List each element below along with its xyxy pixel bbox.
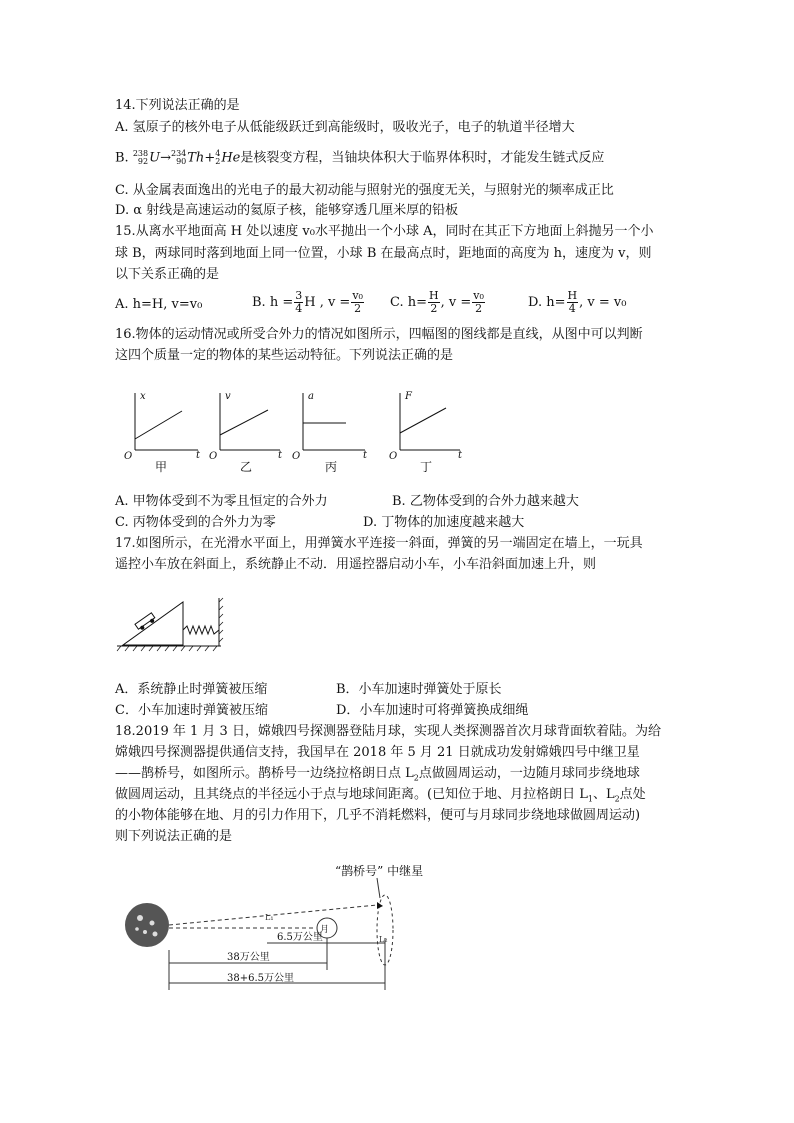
q17-option-d: D．小车加速时可将弹簧换成细绳 — [336, 703, 529, 718]
graph4-ylabel: F — [405, 391, 412, 402]
q16-line1: 16.物体的运动情况或所受合外力的情况如图所示，四幅图的图线都是直线，从图中可以判断 — [115, 327, 643, 342]
u-symbol: U — [149, 150, 161, 166]
q15-option-c: C. h= $\frac{H}{2}$ , v = $\frac{\text{v₀}}{2}$ — [390, 289, 484, 315]
l1-label: L₁ — [265, 913, 274, 922]
graph1-line — [135, 411, 182, 439]
th-nuclide-indices: 234 90 — [170, 149, 187, 166]
q15-option-a: A. h=H, v=v₀ — [115, 297, 203, 312]
l2-label: L₂ — [379, 935, 388, 944]
q16-line2: 这四个质量一定的物体的某些运动特征。下列说法正确的是 — [115, 348, 454, 363]
dist-6-5-label: 6.5万公里 — [277, 932, 323, 943]
q15-option-b: B. h = $\frac{3}{4}$ H , v = $\frac{\text{v₀}}{2}$ — [252, 289, 363, 315]
u-nuclide-indices: 238 92 — [132, 149, 149, 166]
q15-line2: 球 B，两球同时落到地面上同一位置，小球 B 在最高点时，距地面的高度为 h，速度为 v，则 — [115, 246, 652, 261]
q14-b-label: B. — [115, 150, 129, 166]
q18-line6: 则下列说法正确的是 — [115, 829, 233, 844]
q18-line3: ——鹊桥号，如图所示。鹊桥号一边绕拉格朗日点 $L_2$点做圆周运动，一边随月球同步绕地球 — [115, 766, 640, 783]
q15-line3: 以下关系正确的是 — [115, 267, 220, 282]
q18-line1: 18.2019 年 1 月 3 日，嫦娥四号探测器登陆月球，实现人类探测器首次月球背面软着陆。为给 — [115, 724, 661, 739]
graph4-name: 丁 — [420, 460, 433, 474]
relay-label: “鹊桥号” 中继星 — [335, 864, 424, 878]
q18-line5: 的小物体能够在地、月的引力作用下，几乎不消耗燃料，便可与月球同步绕地球做圆周运动) — [115, 808, 641, 823]
graph2-name: 乙 — [240, 460, 253, 474]
graph3-ylabel: a — [308, 391, 314, 402]
graph2-ylabel: v — [225, 391, 231, 402]
he-nuclide-indices: 4 2 — [215, 149, 221, 166]
q18-line2: 嫦娥四号探测器提供通信支持，我国早在 2018 年 5 月 21 日就成功发射嫦娥四号中继卫星 — [115, 745, 640, 760]
q18-relay-satellite-figure — [115, 850, 455, 1000]
graph4-xlabel: t — [458, 450, 463, 461]
graph1-name: 甲 — [155, 460, 168, 474]
q14-option-a: A. 氢原子的核外电子从低能级跃迁到高能级时，吸收光子，电子的轨道半径增大 — [115, 120, 575, 135]
q17-option-c: C．小车加速时弹簧被压缩 — [115, 703, 268, 718]
q17-option-a: A．系统静止时弹簧被压缩 — [115, 682, 268, 697]
graph3-origin: O — [292, 451, 301, 462]
moon-label: 月 — [320, 925, 330, 935]
graph4-line — [400, 408, 446, 433]
wall-hatch — [219, 598, 223, 642]
graph1-ylabel: x — [140, 391, 146, 402]
he-symbol: He — [221, 150, 241, 166]
q17-incline-spring-figure — [115, 590, 225, 655]
q16-option-d: D. 丁物体的加速度越来越大 — [363, 515, 525, 530]
graph3-xlabel: t — [363, 450, 368, 461]
q14-option-c: C. 从金属表面逸出的光电子的最大初动能与照射光的强度无关，与照射光的频率成正比 — [115, 183, 614, 198]
q16-option-b: B. 乙物体受到的合外力越来越大 — [392, 494, 579, 509]
q15-option-d: D. h= $\frac{H}{4}$ , v = v₀ — [528, 289, 627, 315]
q14-option-d: D. α 射线是高速运动的氦原子核，能够穿透几厘米厚的铅板 — [115, 203, 459, 218]
plus: + — [204, 150, 216, 166]
dist-38-label: 38万公里 — [227, 952, 270, 963]
earth — [125, 903, 169, 947]
q17-line2: 遥控小车放在斜面上，系统静止不动．用遥控器启动小车，小车沿斜面加速上升，则 — [115, 557, 597, 572]
graph2-line — [220, 410, 268, 435]
th-symbol: Th — [187, 150, 205, 166]
q16-option-a: A. 甲物体受到不为零且恒定的合外力 — [115, 494, 328, 509]
graph4-origin: O — [389, 451, 398, 462]
q17-option-b: B．小车加速时弹簧处于原长 — [336, 682, 502, 697]
relay-pointer — [377, 878, 380, 898]
q16-graphs-figure — [120, 385, 470, 475]
spring — [183, 626, 219, 634]
graph3-name: 丙 — [325, 460, 338, 474]
graph1-origin: O — [124, 451, 133, 462]
q14-b-text: 是核裂变方程，当铀块体积大于临界体积时，才能发生链式反应 — [240, 150, 605, 166]
ground-hatch — [117, 646, 217, 651]
arrow: → — [160, 150, 171, 166]
graph2-origin: O — [209, 451, 218, 462]
q15-line1: 15.从离水平地面高 H 处以速度 v₀水平抛出一个小球 A，同时在其正下方地面上斜抛另一个小 — [115, 224, 654, 239]
graph2-xlabel: t — [278, 450, 283, 461]
q14-stem: 14.下列说法正确的是 — [115, 98, 240, 113]
relay-satellite — [377, 902, 383, 909]
q14-option-b — [115, 150, 604, 167]
graph1-xlabel: t — [196, 450, 201, 461]
dist-38-6-5-label: 38+6.5万公里 — [227, 973, 295, 984]
q16-option-c: C. 丙物体受到的合外力为零 — [115, 515, 276, 530]
q17-line1: 17.如图所示，在光滑水平面上，用弹簧水平连接一斜面，弹簧的另一端固定在墙上，一玩具 — [115, 536, 643, 551]
incline — [123, 602, 183, 645]
q18-line4: 做圆周运动，且其绕点的半径远小于点与地球间距离。(已知位于地、月拉格朗日 $L_1$、$L_2$点处 — [115, 787, 646, 804]
